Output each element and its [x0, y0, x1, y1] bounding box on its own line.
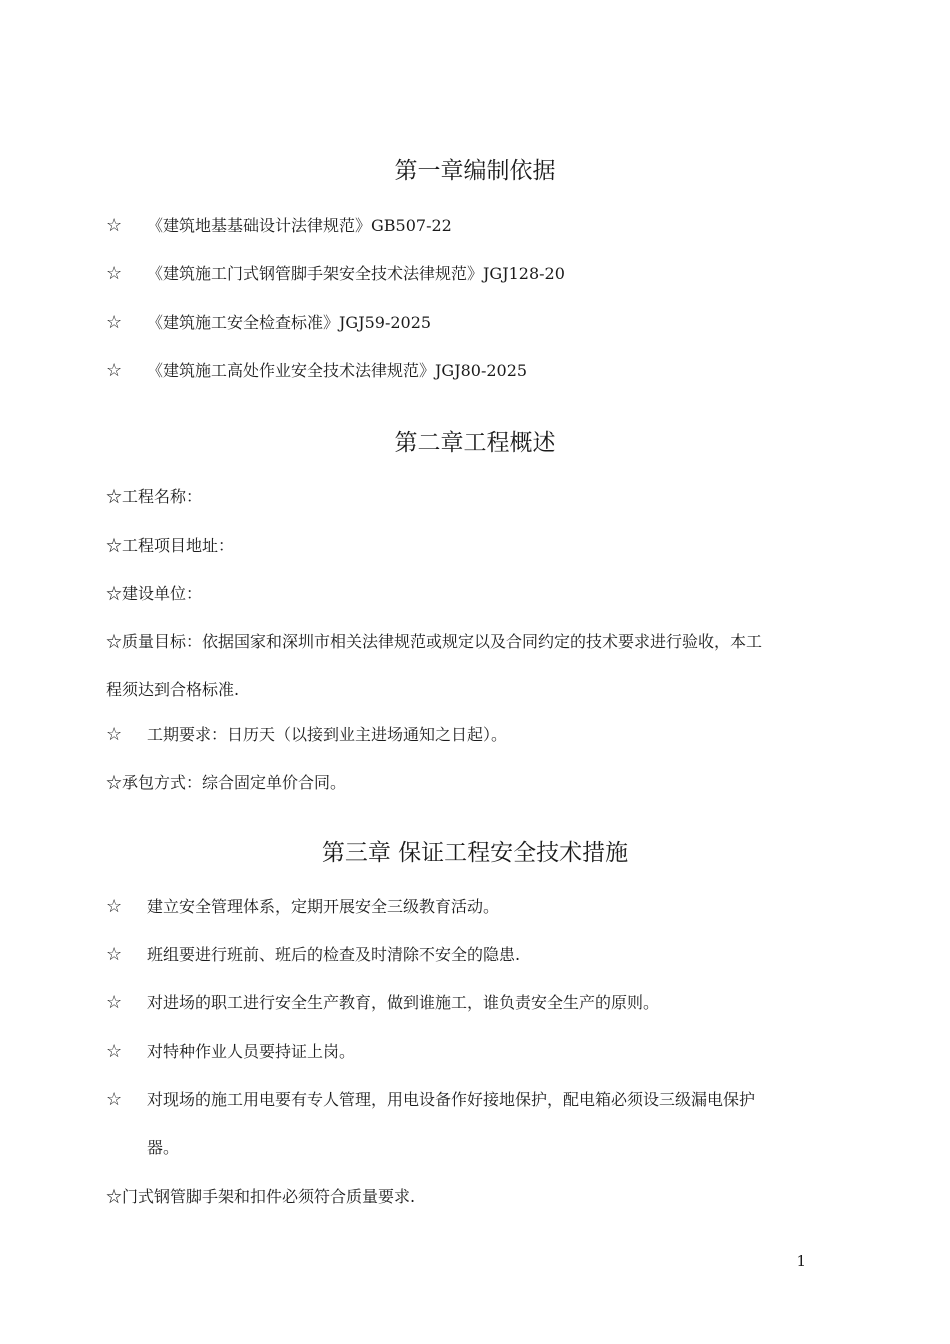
star-bullet-icon: ☆ [106, 992, 123, 1013]
star-bullet-icon: ☆ [106, 724, 123, 745]
safety-measure-item: 对进场的职工进行安全生产教育，做到谁施工，谁负责安全生产的原则。 [147, 993, 660, 1012]
client-line: ☆建设单位： [106, 584, 203, 603]
star-bullet-icon: ☆ [106, 944, 123, 965]
quality-goal-continuation: 程须达到合格标准. [106, 680, 240, 699]
star-bullet-icon: ☆ [106, 215, 123, 236]
contract-type-line: ☆承包方式：综合固定单价合同。 [106, 773, 347, 792]
page-number: 1 [796, 1252, 806, 1270]
reference-item: 《建筑施工门式钢管脚手架安全技术法律规范》JGJ128-20 [147, 264, 565, 283]
safety-measure-item: 对特种作业人员要持证上岗。 [147, 1042, 356, 1061]
safety-measure-item: 建立安全管理体系，定期开展安全三级教育活动。 [147, 897, 500, 916]
star-bullet-icon: ☆ [106, 312, 123, 333]
safety-measure-item: 对现场的施工用电要有专人管理，用电设备作好接地保护，配电箱必须设三级漏电保护 [147, 1090, 756, 1109]
quality-goal-line: ☆质量目标：依据国家和深圳市相关法律规范或规定以及合同约定的技术要求进行验收，本工 [106, 632, 763, 651]
reference-item: 《建筑施工安全检查标准》JGJ59-2025 [147, 313, 432, 332]
star-bullet-icon: ☆ [106, 896, 123, 917]
reference-item: 《建筑地基基础设计法律规范》GB507-22 [147, 216, 452, 235]
star-bullet-icon: ☆ [106, 1041, 123, 1062]
scaffold-quality-line: ☆门式钢管脚手架和扣件必须符合质量要求. [106, 1187, 416, 1206]
star-bullet-icon: ☆ [106, 263, 123, 284]
chapter-3-title: 第三章 保证工程安全技术措施 [321, 840, 629, 866]
schedule-line: 工期要求：日历天（以接到业主进场通知之日起）。 [147, 725, 508, 744]
star-bullet-icon: ☆ [106, 1089, 123, 1110]
safety-measure-item: 班组要进行班前、班后的检查及时清除不安全的隐患. [147, 945, 521, 964]
chapter-1-title: 第一章编制依据 [394, 158, 556, 184]
reference-item: 《建筑施工高处作业安全技术法律规范》JGJ80-2025 [147, 361, 528, 380]
project-address-line: ☆工程项目地址： [106, 536, 235, 555]
chapter-2-title: 第二章工程概述 [394, 430, 556, 456]
star-bullet-icon: ☆ [106, 360, 123, 381]
project-name-line: ☆工程名称： [106, 487, 203, 506]
safety-measure-continuation: 器。 [147, 1138, 180, 1157]
